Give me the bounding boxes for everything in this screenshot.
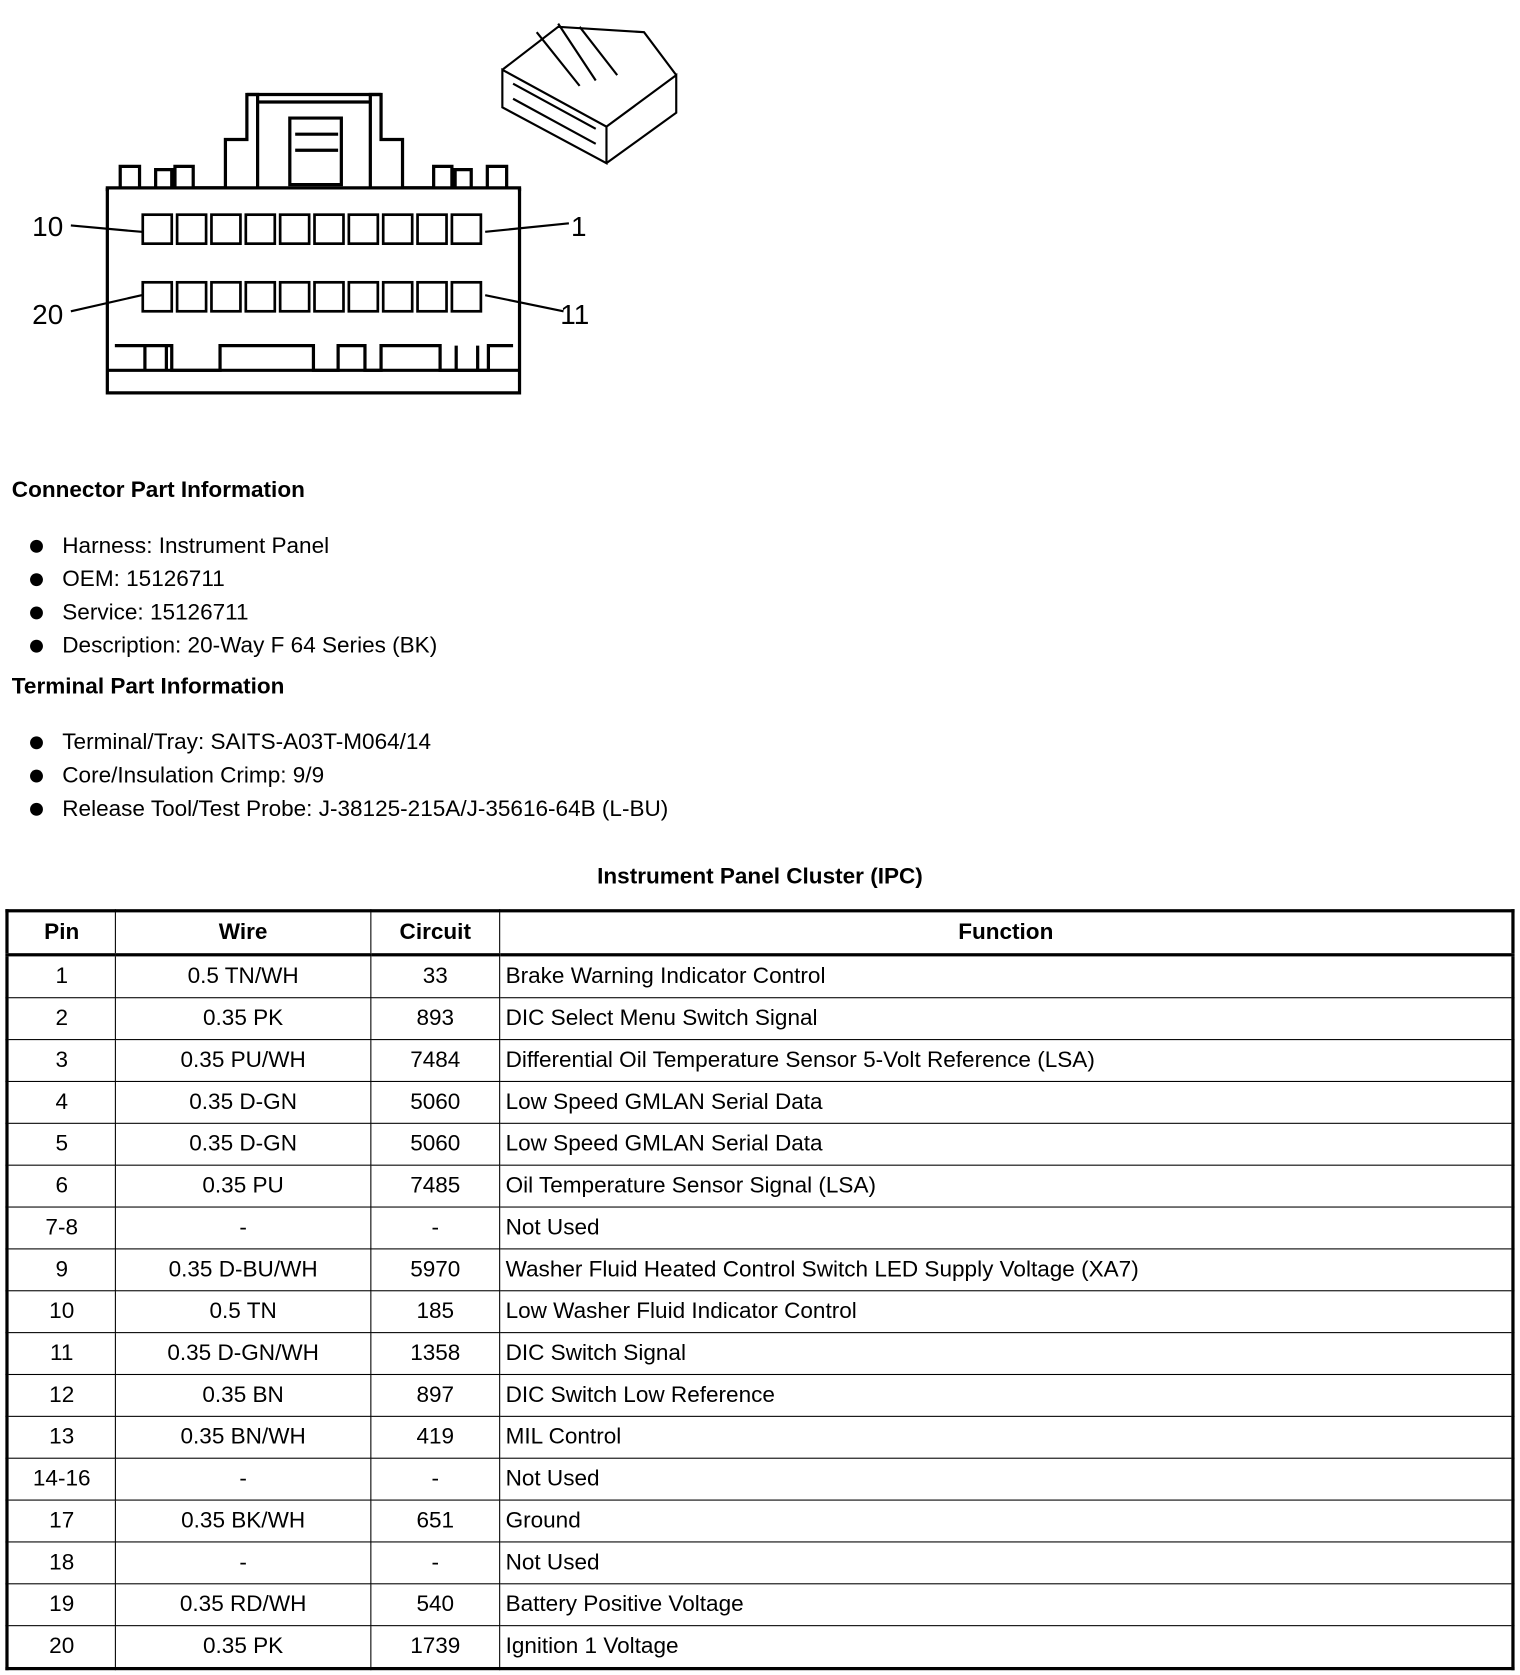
- cell-circuit: 651: [371, 1500, 500, 1542]
- cell-circuit: 540: [371, 1584, 500, 1626]
- cell-pin: 18: [7, 1542, 115, 1584]
- cell-wire: 0.35 BN/WH: [115, 1416, 370, 1458]
- cell-pin: 6: [7, 1165, 115, 1207]
- pin-cavity: [418, 215, 447, 244]
- cell-pin: 20: [7, 1626, 115, 1669]
- pin-label-20: 20: [32, 299, 64, 331]
- cell-circuit: 185: [371, 1291, 500, 1333]
- cell-function: Brake Warning Indicator Control: [500, 955, 1513, 998]
- cell-pin: 17: [7, 1500, 115, 1542]
- cell-circuit: 7484: [371, 1040, 500, 1082]
- pin-label-11: 11: [560, 299, 590, 331]
- cell-pin: 2: [7, 998, 115, 1040]
- pin-cavity: [143, 215, 172, 244]
- pin-cavity: [177, 215, 206, 244]
- pin-cavity: [383, 215, 412, 244]
- table-row: [7, 1333, 1513, 1375]
- table-row: [7, 1040, 1513, 1082]
- cell-wire: 0.35 PK: [115, 998, 370, 1040]
- pin-cavity: [246, 282, 275, 311]
- cell-function: MIL Control: [500, 1416, 1513, 1458]
- list-item: Release Tool/Test Probe: J-38125-215A/J-35616-64B (L-BU): [30, 792, 668, 825]
- connector-info-list: [30, 529, 437, 662]
- table-row: [7, 1081, 1513, 1123]
- cell-wire: 0.5 TN/WH: [115, 955, 370, 998]
- header-wire: Wire: [115, 911, 370, 955]
- pin-cavities: [143, 215, 481, 312]
- list-item: OEM: 15126711: [30, 562, 437, 595]
- cell-circuit: 893: [371, 998, 500, 1040]
- cell-pin: 13: [7, 1416, 115, 1458]
- pin-cavity: [315, 215, 344, 244]
- pin-cavity: [452, 215, 481, 244]
- cell-function: DIC Switch Signal: [500, 1333, 1513, 1375]
- cell-pin: 9: [7, 1249, 115, 1291]
- header-pin: Pin: [7, 911, 115, 955]
- list-item: Description: 20-Way F 64 Series (BK): [30, 629, 437, 662]
- pin-cavity: [418, 282, 447, 311]
- cell-wire: 0.35 D-GN/WH: [115, 1333, 370, 1375]
- pin-cavity: [315, 282, 344, 311]
- cell-pin: 11: [7, 1333, 115, 1375]
- terminal-info-heading: Terminal Part Information: [11, 674, 285, 699]
- cell-circuit: 1358: [371, 1333, 500, 1375]
- table-title: Instrument Panel Cluster (IPC): [597, 864, 923, 889]
- cell-function: Low Washer Fluid Indicator Control: [500, 1291, 1513, 1333]
- cell-wire: 0.35 BK/WH: [115, 1500, 370, 1542]
- cell-wire: 0.35 RD/WH: [115, 1584, 370, 1626]
- connector-3d-view: [502, 24, 676, 164]
- header-function: Function: [500, 911, 1513, 955]
- pin-cavity: [383, 282, 412, 311]
- cell-circuit: 1739: [371, 1626, 500, 1669]
- cell-function: Not Used: [500, 1207, 1513, 1249]
- cell-wire: 0.35 PU: [115, 1165, 370, 1207]
- pin-cavity: [143, 282, 172, 311]
- pin-leader-lines: [71, 223, 569, 311]
- connector-info-heading: Connector Part Information: [11, 477, 305, 503]
- cell-circuit: 5970: [371, 1249, 500, 1291]
- list-item: Harness: Instrument Panel: [30, 529, 437, 562]
- cell-circuit: 897: [371, 1374, 500, 1416]
- pin-label-1: 1: [571, 211, 587, 243]
- table-row: [7, 1584, 1513, 1626]
- pin-label-10: 10: [32, 211, 64, 243]
- cell-pin: 1: [7, 955, 115, 998]
- cell-pin: 3: [7, 1040, 115, 1082]
- cell-circuit: 7485: [371, 1165, 500, 1207]
- table-row: [7, 1123, 1513, 1165]
- table-row: [7, 1626, 1513, 1669]
- cell-wire: -: [115, 1458, 370, 1500]
- table-row: [7, 1165, 1513, 1207]
- table-row: [7, 1416, 1513, 1458]
- cell-function: Not Used: [500, 1458, 1513, 1500]
- cell-circuit: -: [371, 1458, 500, 1500]
- pin-cavity: [177, 282, 206, 311]
- cell-circuit: 5060: [371, 1123, 500, 1165]
- cell-function: Not Used: [500, 1542, 1513, 1584]
- terminal-info-list: [30, 726, 668, 826]
- pin-cavity: [349, 215, 378, 244]
- list-item: Terminal/Tray: SAITS-A03T-M064/14: [30, 726, 668, 759]
- table-row: [7, 1500, 1513, 1542]
- cell-function: Washer Fluid Heated Control Switch LED Supply Voltage (XA7): [500, 1249, 1513, 1291]
- cell-circuit: 419: [371, 1416, 500, 1458]
- pin-cavity: [246, 215, 275, 244]
- cell-circuit: 5060: [371, 1081, 500, 1123]
- pinout-table: [5, 909, 1514, 1670]
- header-circuit: Circuit: [371, 911, 500, 955]
- cell-circuit: 33: [371, 955, 500, 998]
- cell-circuit: -: [371, 1207, 500, 1249]
- cell-wire: 0.35 D-GN: [115, 1123, 370, 1165]
- cell-function: Low Speed GMLAN Serial Data: [500, 1123, 1513, 1165]
- cell-function: Low Speed GMLAN Serial Data: [500, 1081, 1513, 1123]
- list-item: Core/Insulation Crimp: 9/9: [30, 759, 668, 792]
- cell-function: Ignition 1 Voltage: [500, 1626, 1513, 1669]
- table-row: [7, 1458, 1513, 1500]
- table-row: [7, 1542, 1513, 1584]
- pin-cavity: [452, 282, 481, 311]
- list-item: Service: 15126711: [30, 596, 437, 629]
- cell-wire: 0.35 PK: [115, 1626, 370, 1669]
- cell-pin: 19: [7, 1584, 115, 1626]
- cell-function: DIC Select Menu Switch Signal: [500, 998, 1513, 1040]
- pin-cavity: [280, 215, 309, 244]
- cell-wire: -: [115, 1207, 370, 1249]
- cell-pin: 10: [7, 1291, 115, 1333]
- cell-wire: 0.35 PU/WH: [115, 1040, 370, 1082]
- pin-cavity: [211, 282, 240, 311]
- cell-wire: 0.35 D-GN: [115, 1081, 370, 1123]
- table-row: [7, 1249, 1513, 1291]
- cell-pin: 14-16: [7, 1458, 115, 1500]
- cell-function: Battery Positive Voltage: [500, 1584, 1513, 1626]
- cell-pin: 7-8: [7, 1207, 115, 1249]
- cell-function: Ground: [500, 1500, 1513, 1542]
- pin-cavity: [280, 282, 309, 311]
- cell-function: Oil Temperature Sensor Signal (LSA): [500, 1165, 1513, 1207]
- cell-wire: -: [115, 1542, 370, 1584]
- cell-function: Differential Oil Temperature Sensor 5-Volt Reference (LSA): [500, 1040, 1513, 1082]
- table-row: [7, 1374, 1513, 1416]
- cell-function: DIC Switch Low Reference: [500, 1374, 1513, 1416]
- table-row: [7, 998, 1513, 1040]
- table-row: [7, 1291, 1513, 1333]
- table-row: [7, 1207, 1513, 1249]
- cell-pin: 12: [7, 1374, 115, 1416]
- connector-diagram: [0, 0, 751, 429]
- table-row: [7, 955, 1513, 998]
- cell-wire: 0.35 BN: [115, 1374, 370, 1416]
- table-header-row: [7, 911, 1513, 955]
- pin-cavity: [211, 215, 240, 244]
- cell-wire: 0.35 D-BU/WH: [115, 1249, 370, 1291]
- cell-circuit: -: [371, 1542, 500, 1584]
- pin-cavity: [349, 282, 378, 311]
- cell-pin: 5: [7, 1123, 115, 1165]
- cell-pin: 4: [7, 1081, 115, 1123]
- cell-wire: 0.5 TN: [115, 1291, 370, 1333]
